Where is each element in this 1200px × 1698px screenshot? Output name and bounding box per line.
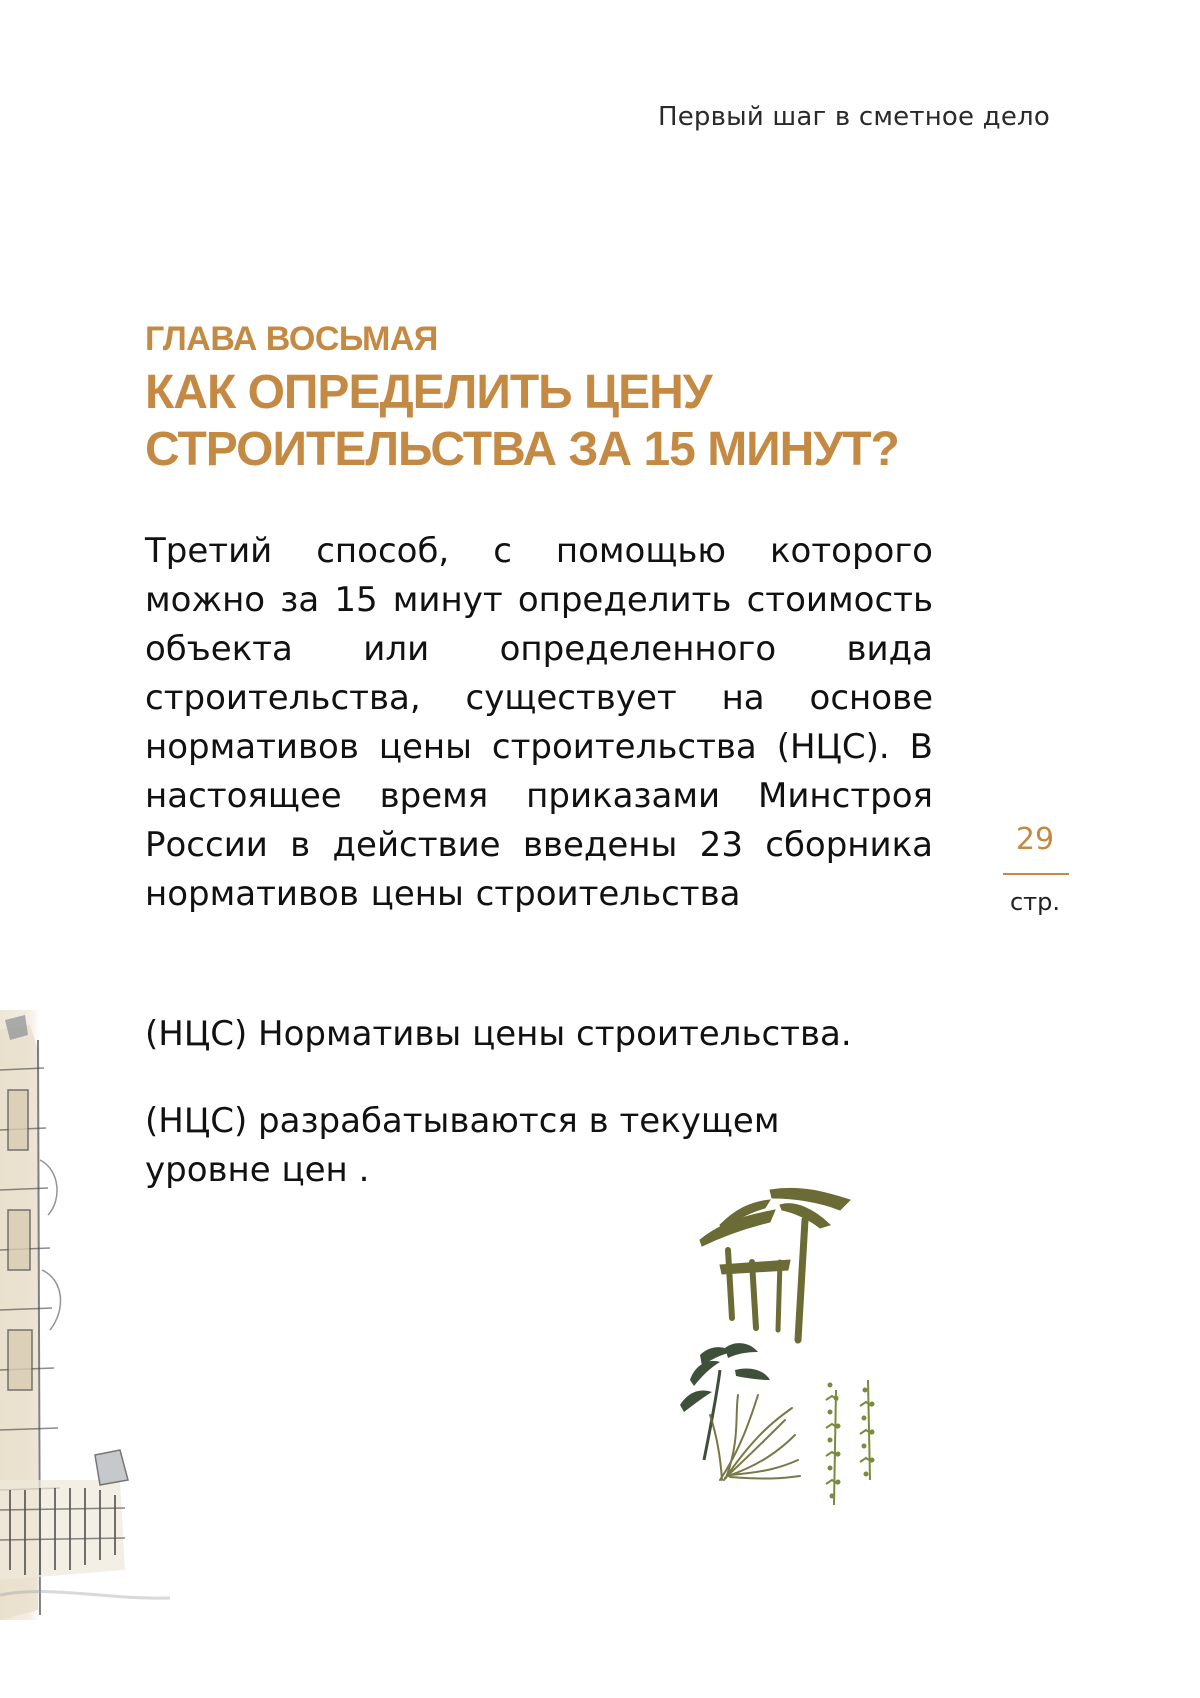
page-number-divider	[1003, 873, 1069, 875]
body-paragraph-1: Третий способ, с помощью которого можно за 15 минут определить стоимость объекта или определенного вида строительства, существует на основе нормативов цены строительства (НЦС). В настоящее время приказами Минстроя России в действие введены 23 сборника нормативов цены строительства	[145, 531, 933, 914]
body-paragraph-3: (НЦС) разрабатываются в текущем уровне цен .	[145, 1101, 780, 1190]
page-number: 29	[1015, 822, 1055, 857]
page-suffix: стр.	[1009, 888, 1061, 916]
chapter-label: ГЛАВА ВОСЬМАЯ	[145, 320, 438, 358]
body-paragraph-2: (НЦС) Нормативы цены строительства.	[145, 1014, 852, 1054]
plants-sketch-illustration	[680, 1180, 920, 1530]
chapter-title-line-1: КАК ОПРЕДЕЛИТЬ ЦЕНУ	[145, 366, 712, 419]
chapter-title	[145, 364, 899, 478]
building-sketch-illustration	[0, 1010, 180, 1630]
chapter-title-line-2: СТРОИТЕЛЬСТВА ЗА 15 МИНУТ?	[145, 423, 899, 476]
running-header: Первый шаг в сметное дело	[657, 102, 1050, 132]
